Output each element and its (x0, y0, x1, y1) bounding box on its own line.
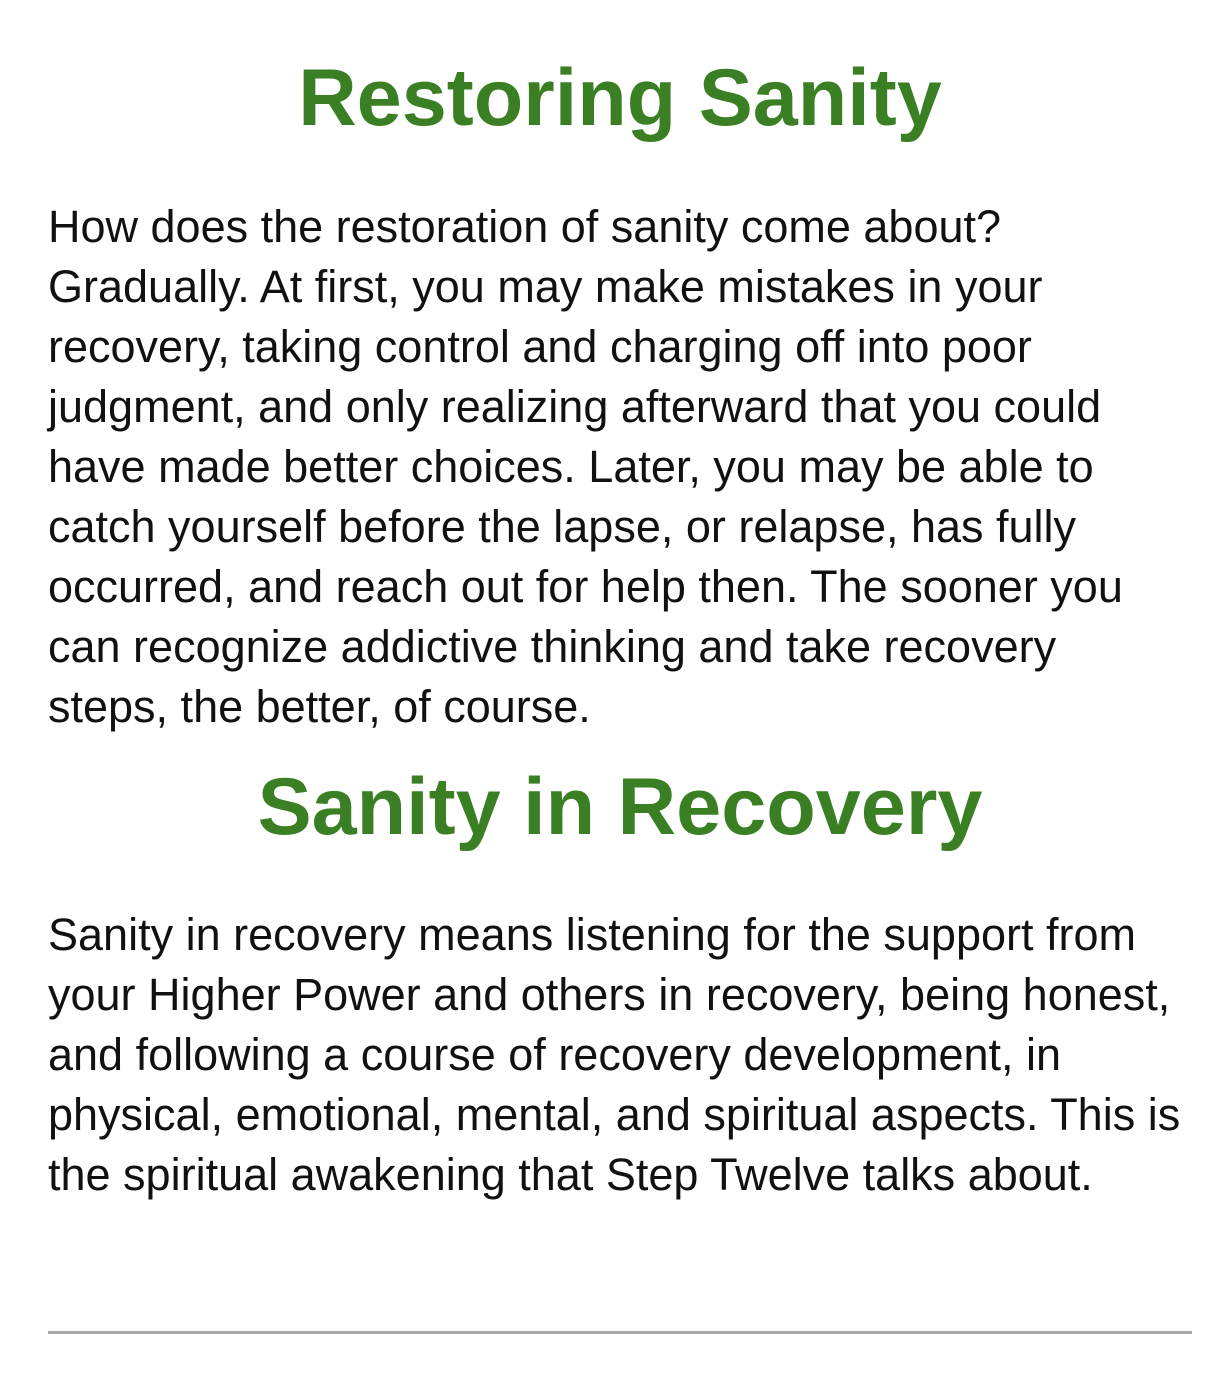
section-body-sanity-in-recovery: Sanity in recovery means listening for the support from your Higher Power and others in recovery, being honest, and following a course of recovery development, in physical, emotional, mental, and spiritual aspects. This is the spiritual awakening that Step Twelve talks about. (48, 909, 1181, 1200)
horizontal-divider (48, 1331, 1192, 1334)
section-heading-restoring-sanity: Restoring Sanity (298, 53, 942, 143)
section-heading-sanity-in-recovery: Sanity in Recovery (257, 762, 983, 852)
section-body-restoring-sanity: How does the restoration of sanity come about? Gradually. At first, you may make mistakes in your recovery, taking control and charging off into poor judgment, and only realizing afterward that you could have made better choices. Later, you may be able to catch yourself before the lapse, or relapse, has fully occurred, and reach out for help then. The sooner you can recognize addictive thinking and take recovery steps, the better, of course. (48, 201, 1123, 732)
